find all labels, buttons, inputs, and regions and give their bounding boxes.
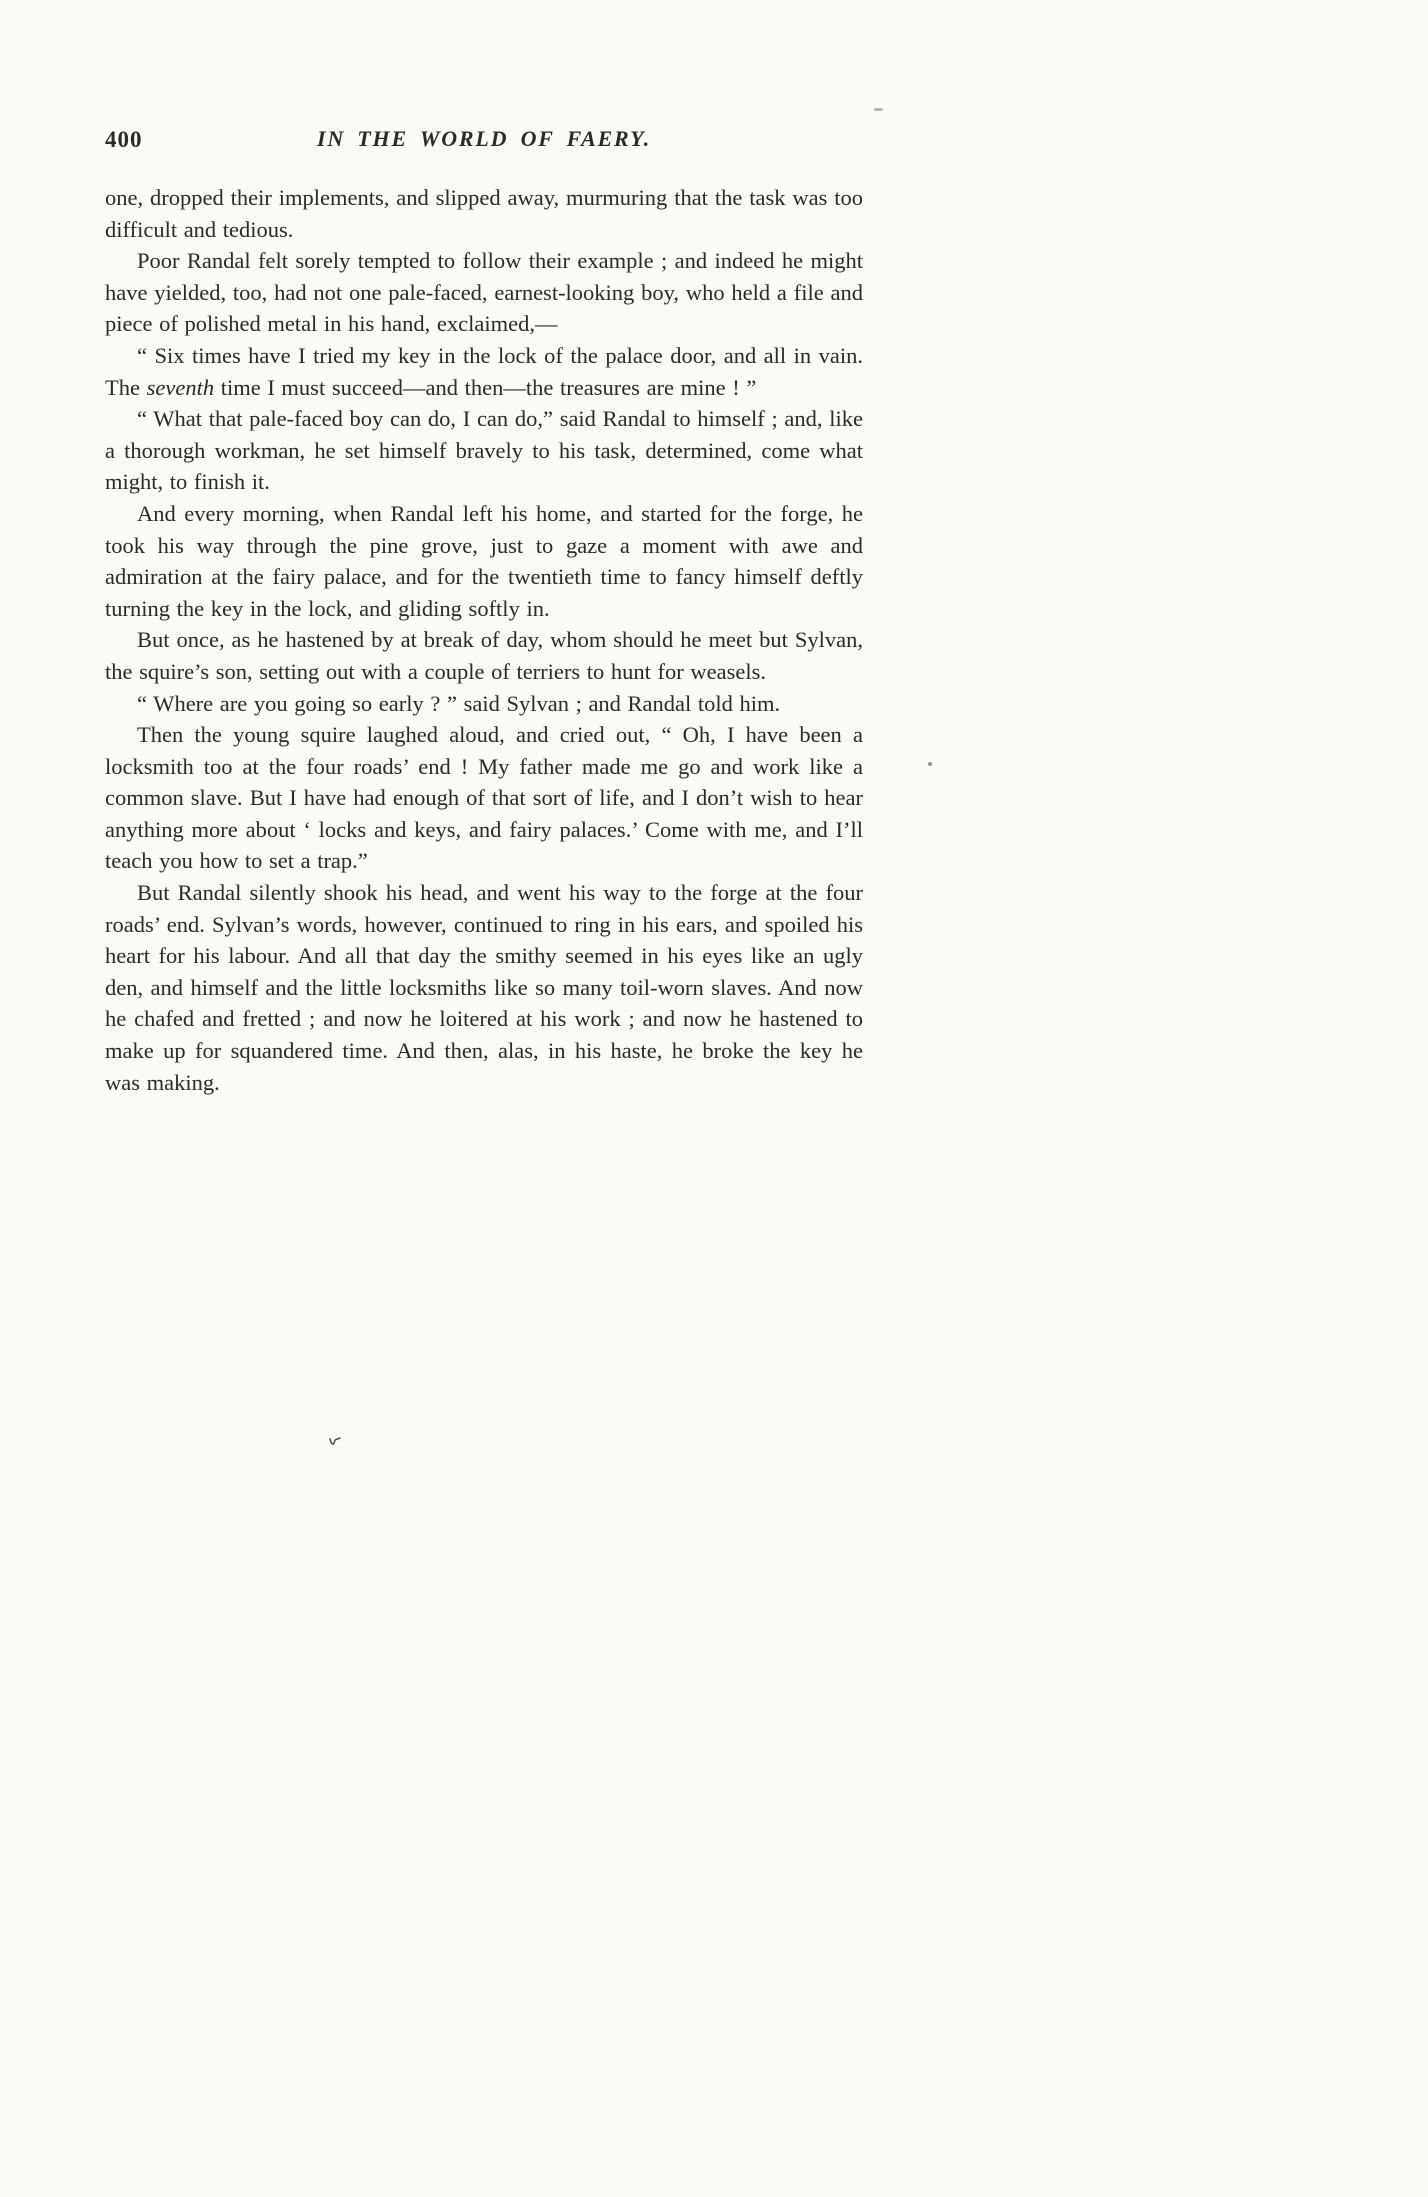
text-block xyxy=(105,126,863,1098)
paragraph: But Randal silently shook his head, and went his way to the forge at the four roads’ end. Sylvan’s words, however, continued to ring in his ears, and spoiled his heart for his labour. And all that day the smithy seemed in his eyes like an ugly den, and himself and the little locksmiths like so many toil-worn slaves. And now he chafed and fretted ; and now he loitered at his work ; and now he hastened to make up for squandered time. And then, alas, in his haste, he broke the key he was making. xyxy=(105,880,863,1095)
scan-speck xyxy=(928,762,932,766)
page-number: 400 xyxy=(105,127,143,152)
paragraph: “ Where are you going so early ? ” said Sylvan ; and Randal told him. xyxy=(137,690,781,716)
text-segment: “ Six times have I tried my key in the lock of the palace door, and all in vain. The xyxy=(105,342,863,400)
paragraph: “ What that pale-faced boy can do, I can do,” said Randal to himself ; and, like a thorough workman, he set himself bravely to his task, determined, come what might, to finish it. xyxy=(105,406,863,495)
running-title: IN THE WORLD OF FAERY. xyxy=(316,126,652,151)
scan-speck xyxy=(874,108,883,111)
paragraph xyxy=(105,340,863,403)
ink-mark-icon xyxy=(328,1436,342,1455)
paragraph: But once, as he hastened by at break of day, whom should he meet but Sylvan, the squire’s son, setting out with a couple of terriers to hunt for weasels. xyxy=(105,627,863,684)
paragraph: Poor Randal felt sorely tempted to follow their example ; and indeed he might have yielded, too, had not one pale-faced, earnest-looking boy, who held a file and piece of polished metal in his hand, exclaimed,— xyxy=(105,248,863,337)
text-segment: time I must succeed—and then—the treasures are mine ! ” xyxy=(214,374,757,400)
paragraph: Then the young squire laughed aloud, and cried out, “ Oh, I have been a locksmith too at the four roads’ end ! My father made me go and work like a common slave. But I have had enough of that sort of life, and I don’t wish to hear anything more about ‘ locks and keys, and fairy palaces.’ Come with me, and I’ll teach you how to set a trap.” xyxy=(105,722,863,874)
paragraph: And every morning, when Randal left his home, and started for the forge, he took his way through the pine grove, just to gaze a moment with awe and admiration at the fairy palace, and for the twentieth time to fancy himself deftly turning the key in the lock, and gliding softly in. xyxy=(105,500,863,621)
page-header xyxy=(105,126,863,160)
page-body xyxy=(105,182,863,1098)
text-segment-italic: seventh xyxy=(146,374,215,400)
paragraph: one, dropped their implements, and slipped away, murmuring that the task was too difficult and tedious. xyxy=(105,185,863,242)
